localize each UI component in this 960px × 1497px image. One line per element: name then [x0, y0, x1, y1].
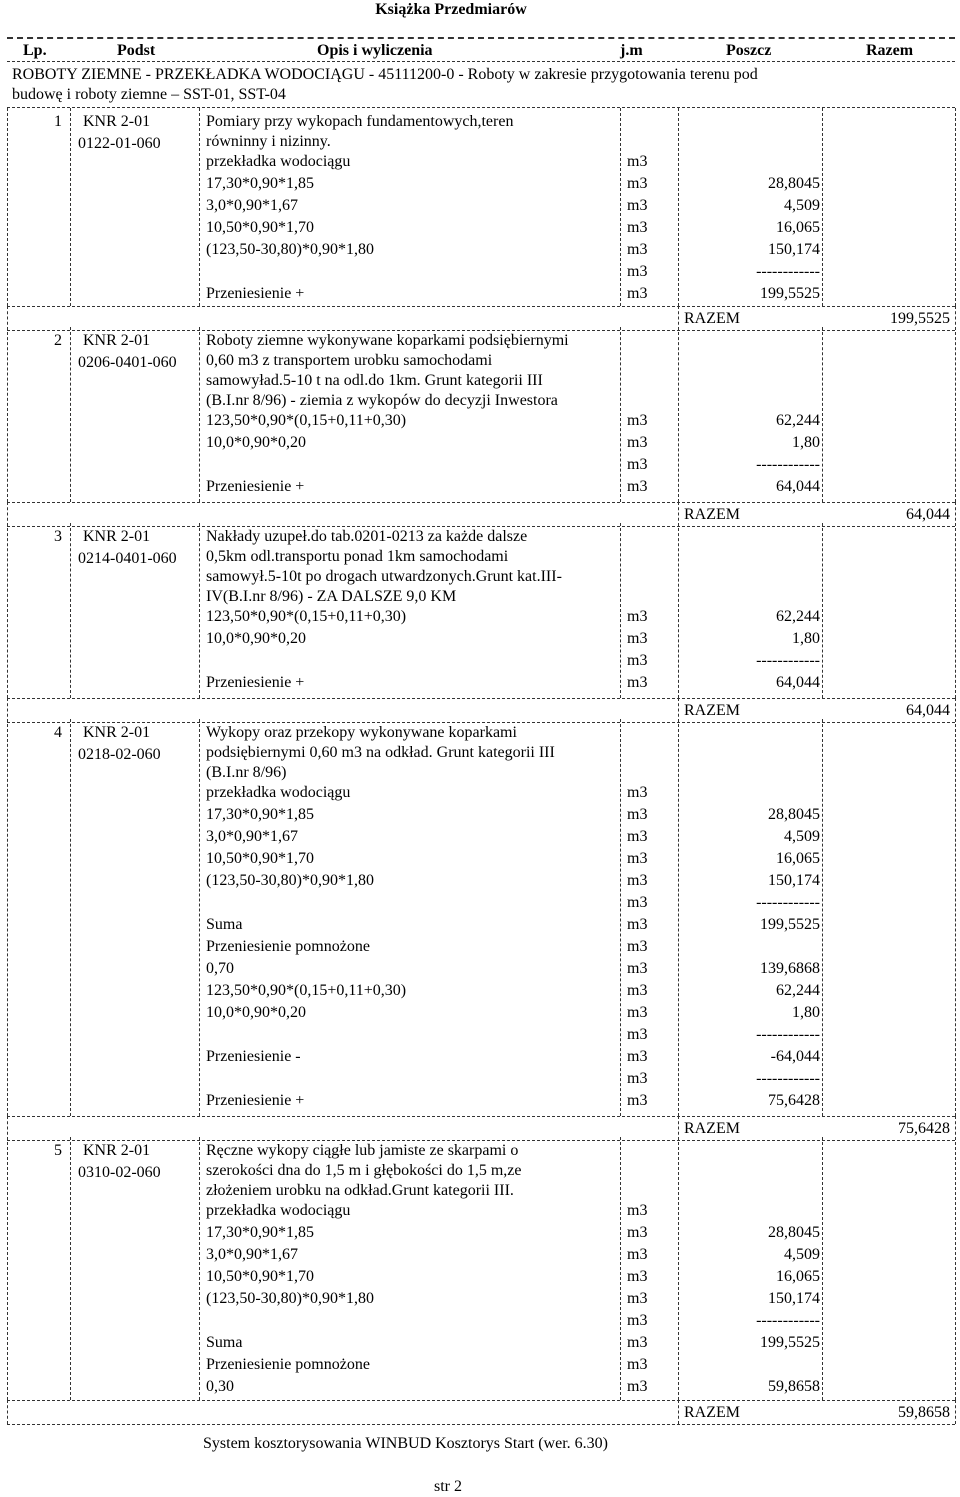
measurement-unit: m3	[627, 456, 648, 473]
measurement-value: 150,174	[768, 241, 820, 258]
measurement-value: 28,8045	[768, 1224, 820, 1241]
measurement-unit: m3	[627, 828, 648, 845]
item-code: KNR 2-01	[83, 528, 151, 545]
razem-label: RAZEM	[684, 506, 740, 523]
measurement-formula: 10,0*0,90*0,20	[206, 434, 306, 451]
measurement-unit: m3	[627, 1334, 648, 1351]
measurement-unit: m3	[627, 674, 648, 691]
measurement-formula: Przeniesienie -	[206, 1048, 301, 1065]
razem-value: 59,8658	[898, 1404, 950, 1421]
measurement-unit: m3	[627, 1312, 648, 1329]
header-opis: Opis i wyliczenia	[317, 42, 433, 59]
razem-value: 75,6428	[898, 1120, 950, 1137]
measurement-unit: m3	[627, 872, 648, 889]
item-description: złożeniem urobku na odkład.Grunt kategorii III.	[206, 1182, 514, 1199]
measurement-unit: m3	[627, 652, 648, 669]
measurement-unit: m3	[627, 285, 648, 302]
item-lp: 5	[54, 1142, 62, 1159]
measurement-value: 28,8045	[768, 806, 820, 823]
measurement-value: ------------	[756, 1026, 820, 1043]
item-description: szerokości dna do 1,5 m i głębokości do 1,5 m,ze	[206, 1162, 522, 1179]
measurement-formula: przekładka wodociągu	[206, 1202, 351, 1219]
measurement-formula: 17,30*0,90*1,85	[206, 1224, 314, 1241]
measurement-unit: m3	[627, 850, 648, 867]
measurement-unit: m3	[627, 1202, 648, 1219]
measurement-value: 150,174	[768, 872, 820, 889]
measurement-value: 199,5525	[760, 285, 820, 302]
measurement-unit: m3	[627, 153, 648, 170]
item-code: KNR 2-01	[83, 1142, 151, 1159]
measurement-value: 59,8658	[768, 1378, 820, 1395]
measurement-formula: 17,30*0,90*1,85	[206, 175, 314, 192]
measurement-unit: m3	[627, 1290, 648, 1307]
item-code-number: 0206-0401-060	[78, 354, 177, 371]
header-lp: Lp.	[23, 42, 47, 59]
measurement-formula: przekładka wodociągu	[206, 784, 351, 801]
measurement-formula: Przeniesienie +	[206, 674, 305, 691]
item-description: Wykopy oraz przekopy wykonywane koparkami	[206, 724, 517, 741]
measurement-value: 75,6428	[768, 1092, 820, 1109]
measurement-value: ------------	[756, 1312, 820, 1329]
item-code: KNR 2-01	[83, 113, 151, 130]
measurement-value: 199,5525	[760, 1334, 820, 1351]
item-description: IV(B.I.nr 8/96) - ZA DALSZE 9,0 KM	[206, 588, 457, 605]
measurement-formula: 0,30	[206, 1378, 234, 1395]
item-code: KNR 2-01	[83, 332, 151, 349]
item-description: podsiębiernymi 0,60 m3 na odkład. Grunt kategorii III	[206, 744, 555, 761]
measurement-formula: 10,50*0,90*1,70	[206, 850, 314, 867]
measurement-formula: Suma	[206, 1334, 243, 1351]
measurement-value: 139,6868	[760, 960, 820, 977]
measurement-formula: 17,30*0,90*1,85	[206, 806, 314, 823]
section-heading-line2: budowę i roboty ziemne – SST-01, SST-04	[12, 86, 286, 103]
measurement-unit: m3	[627, 434, 648, 451]
measurement-unit: m3	[627, 1048, 648, 1065]
measurement-unit: m3	[627, 241, 648, 258]
razem-label: RAZEM	[684, 1404, 740, 1421]
item-description: 0,60 m3 z transportem urobku samochodami	[206, 352, 493, 369]
item-code: KNR 2-01	[83, 724, 151, 741]
measurement-unit: m3	[627, 894, 648, 911]
header-jm: j.m	[620, 42, 643, 59]
measurement-formula: Przeniesienie +	[206, 478, 305, 495]
measurement-value: 16,065	[776, 1268, 820, 1285]
measurement-value: ------------	[756, 263, 820, 280]
item-description: Roboty ziemne wykonywane koparkami podsiębiernymi	[206, 332, 569, 349]
page-number: str 2	[434, 1478, 462, 1495]
measurement-unit: m3	[627, 1004, 648, 1021]
system-footer: System kosztorysowania WINBUD Kosztorys Start (wer. 6.30)	[203, 1435, 608, 1452]
measurement-formula: 123,50*0,90*(0,15+0,11+0,30)	[206, 982, 407, 999]
razem-label: RAZEM	[684, 702, 740, 719]
measurement-value: ------------	[756, 894, 820, 911]
measurement-unit: m3	[627, 608, 648, 625]
measurement-value: 150,174	[768, 1290, 820, 1307]
item-code-number: 0214-0401-060	[78, 550, 177, 567]
measurement-formula: 0,70	[206, 960, 234, 977]
header-razem: Razem	[866, 42, 914, 59]
measurement-unit: m3	[627, 1070, 648, 1087]
measurement-unit: m3	[627, 1026, 648, 1043]
item-description: samowył.5-10t po drogach utwardzonych.Grunt kat.III-	[206, 568, 562, 585]
header-podst: Podst	[117, 42, 156, 59]
measurement-unit: m3	[627, 784, 648, 801]
measurement-value: 4,509	[784, 828, 820, 845]
measurement-formula: 10,50*0,90*1,70	[206, 219, 314, 236]
measurement-unit: m3	[627, 412, 648, 429]
measurement-formula: Przeniesienie pomnożone	[206, 1356, 370, 1373]
measurement-value: 1,80	[792, 434, 820, 451]
item-description: samowyład.5-10 t na odl.do 1km. Grunt kategorii III	[206, 372, 543, 389]
measurement-value: -64,044	[770, 1048, 820, 1065]
measurement-unit: m3	[627, 1224, 648, 1241]
measurement-value: 199,5525	[760, 916, 820, 933]
measurement-unit: m3	[627, 1356, 648, 1373]
item-description: Ręczne wykopy ciągłe lub jamiste ze skarpami o	[206, 1142, 519, 1159]
measurement-value: 62,244	[776, 412, 820, 429]
razem-value: 64,044	[906, 702, 950, 719]
measurement-unit: m3	[627, 175, 648, 192]
measurement-unit: m3	[627, 630, 648, 647]
razem-label: RAZEM	[684, 310, 740, 327]
razem-value: 199,5525	[890, 310, 950, 327]
measurement-unit: m3	[627, 1268, 648, 1285]
measurement-formula: Przeniesienie +	[206, 1092, 305, 1109]
measurement-unit: m3	[627, 1378, 648, 1395]
item-code-number: 0122-01-060	[78, 135, 161, 152]
measurement-unit: m3	[627, 219, 648, 236]
measurement-formula: przekładka wodociągu	[206, 153, 351, 170]
measurement-formula: 10,50*0,90*1,70	[206, 1268, 314, 1285]
item-description: Pomiary przy wykopach fundamentowych,teren	[206, 113, 514, 130]
measurement-unit: m3	[627, 938, 648, 955]
measurement-value: 62,244	[776, 608, 820, 625]
measurement-value: 1,80	[792, 1004, 820, 1021]
item-description: 0,5km odl.transportu ponad 1km samochodami	[206, 548, 509, 565]
measurement-formula: Suma	[206, 916, 243, 933]
measurement-unit: m3	[627, 478, 648, 495]
item-lp: 3	[54, 528, 62, 545]
section-heading-line1: ROBOTY ZIEMNE - PRZEKŁADKA WODOCIĄGU - 45111200-0 - Roboty w zakresie przygotowania terenu pod	[12, 66, 758, 83]
measurement-formula: (123,50-30,80)*0,90*1,80	[206, 1290, 374, 1307]
measurement-value: 62,244	[776, 982, 820, 999]
item-description: (B.I.nr 8/96)	[206, 764, 287, 781]
measurement-formula: (123,50-30,80)*0,90*1,80	[206, 241, 374, 258]
measurement-formula: 10,0*0,90*0,20	[206, 1004, 306, 1021]
measurement-value: 4,509	[784, 197, 820, 214]
measurement-value: ------------	[756, 456, 820, 473]
item-description: równinny i nizinny.	[206, 133, 331, 150]
measurement-value: 28,8045	[768, 175, 820, 192]
measurement-formula: 123,50*0,90*(0,15+0,11+0,30)	[206, 608, 407, 625]
measurement-unit: m3	[627, 960, 648, 977]
razem-value: 64,044	[906, 506, 950, 523]
measurement-unit: m3	[627, 982, 648, 999]
measurement-formula: 3,0*0,90*1,67	[206, 828, 298, 845]
measurement-formula: 3,0*0,90*1,67	[206, 1246, 298, 1263]
item-code-number: 0310-02-060	[78, 1164, 161, 1181]
measurement-formula: (123,50-30,80)*0,90*1,80	[206, 872, 374, 889]
measurement-value: 1,80	[792, 630, 820, 647]
item-lp: 2	[54, 332, 62, 349]
measurement-value: ------------	[756, 652, 820, 669]
measurement-unit: m3	[627, 197, 648, 214]
measurement-formula: Przeniesienie pomnożone	[206, 938, 370, 955]
measurement-unit: m3	[627, 806, 648, 823]
item-lp: 1	[54, 113, 62, 130]
page-title: Książka Przedmiarów	[375, 1, 527, 18]
measurement-value: 16,065	[776, 219, 820, 236]
measurement-value: 64,044	[776, 478, 820, 495]
measurement-value: 16,065	[776, 850, 820, 867]
item-description: (B.I.nr 8/96) - ziemia z wykopów do decyzji Inwestora	[206, 392, 558, 409]
measurement-formula: 10,0*0,90*0,20	[206, 630, 306, 647]
header-poszcz: Poszcz	[726, 42, 772, 59]
razem-label: RAZEM	[684, 1120, 740, 1137]
measurement-formula: 3,0*0,90*1,67	[206, 197, 298, 214]
measurement-unit: m3	[627, 1092, 648, 1109]
measurement-unit: m3	[627, 263, 648, 280]
measurement-unit: m3	[627, 916, 648, 933]
measurement-value: 64,044	[776, 674, 820, 691]
item-description: Nakłady uzupeł.do tab.0201-0213 za każde dalsze	[206, 528, 528, 545]
measurement-formula: Przeniesienie +	[206, 285, 305, 302]
measurement-unit: m3	[627, 1246, 648, 1263]
item-lp: 4	[54, 724, 62, 741]
item-code-number: 0218-02-060	[78, 746, 161, 763]
measurement-value: ------------	[756, 1070, 820, 1087]
measurement-formula: 123,50*0,90*(0,15+0,11+0,30)	[206, 412, 407, 429]
measurement-value: 4,509	[784, 1246, 820, 1263]
